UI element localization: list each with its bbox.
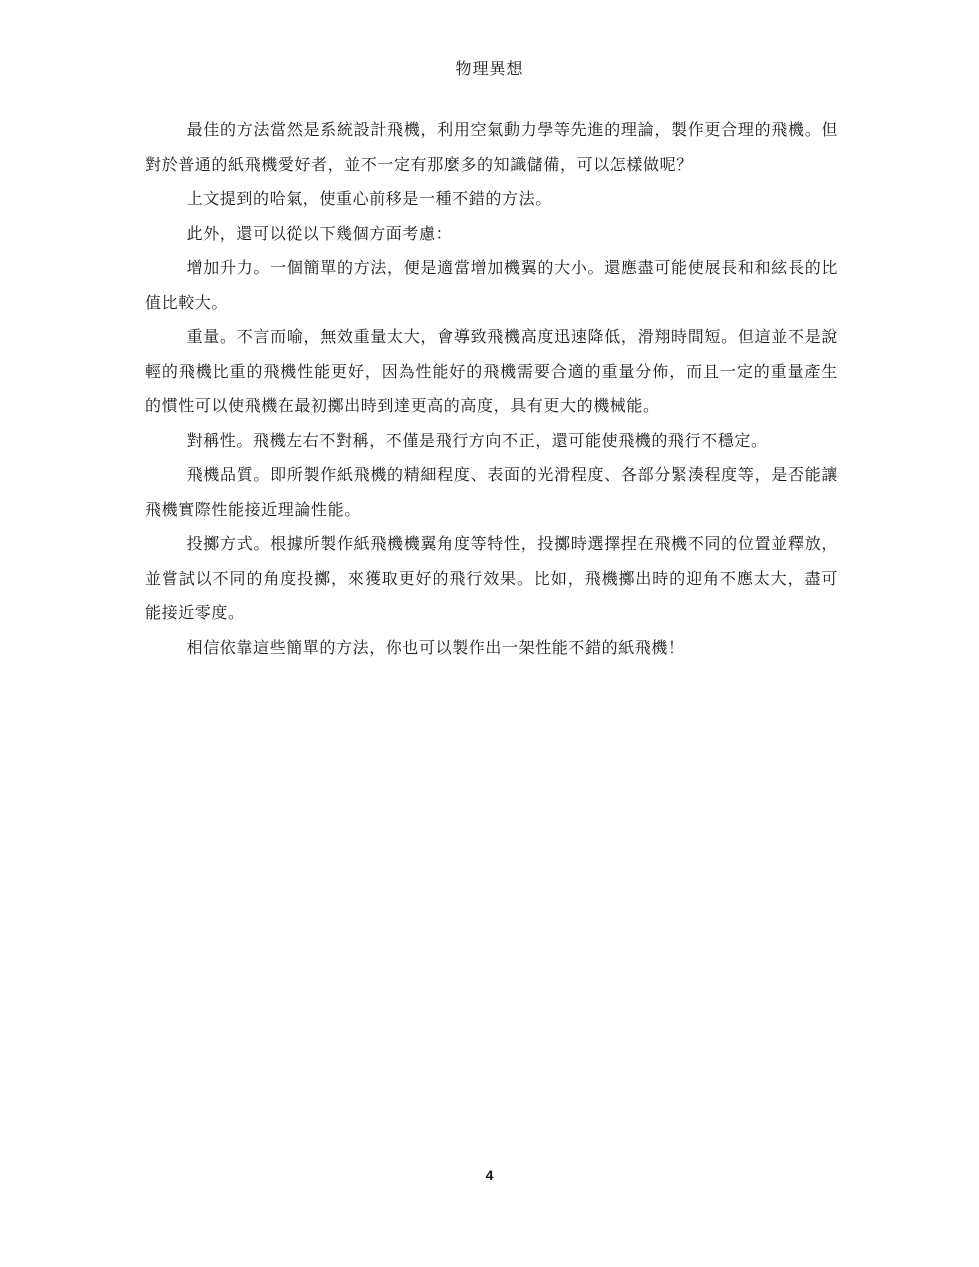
page-number: 4 [485,1167,494,1183]
paragraph: 重量。不言而喻，無效重量太大，會導致飛機高度迅速降低，滑翔時間短。但這並不是說輕的飛機比重的飛機性能更好，因為性能好的飛機需要合適的重量分佈，而且一定的重量產生的慣性可以使飛機在最初擲出時到達更高的高度，具有更大的機械能。 [145,327,838,415]
paragraph: 此外，還可以從以下幾個方面考慮： [186,223,453,243]
page-header-title: 物理異想 [455,59,524,78]
paragraph: 對稱性。飛機左右不對稱，不僅是飛行方向不正，還可能使飛機的飛行不穩定。 [186,430,768,450]
paragraph: 增加升力。一個簡單的方法，便是適當增加機翼的大小。還應盡可能使展長和和絃長的比值比較大。 [145,258,838,312]
paragraph: 投擲方式。根據所製作紙飛機機翼角度等特性，投擲時選擇捏在飛機不同的位置並釋放，並嘗試以不同的角度投擲，來獲取更好的飛行效果。比如，飛機擲出時的迎角不應太大，盡可能接近零度。 [145,534,838,622]
paragraph: 飛機品質。即所製作紙飛機的精細程度、表面的光滑程度、各部分緊湊程度等，是否能讓飛機實際性能接近理論性能。 [145,465,838,519]
paragraph: 最佳的方法當然是系統設計飛機，利用空氣動力學等先進的理論，製作更合理的飛機。但對於普通的紙飛機愛好者，並不一定有那麼多的知識儲備，可以怎樣做呢？ [145,120,838,174]
article-body [145,113,838,665]
paragraph: 相信依靠這些簡單的方法，你也可以製作出一架性能不錯的紙飛機！ [186,637,685,657]
paragraph: 上文提到的哈氣，使重心前移是一種不錯的方法。 [186,189,552,208]
